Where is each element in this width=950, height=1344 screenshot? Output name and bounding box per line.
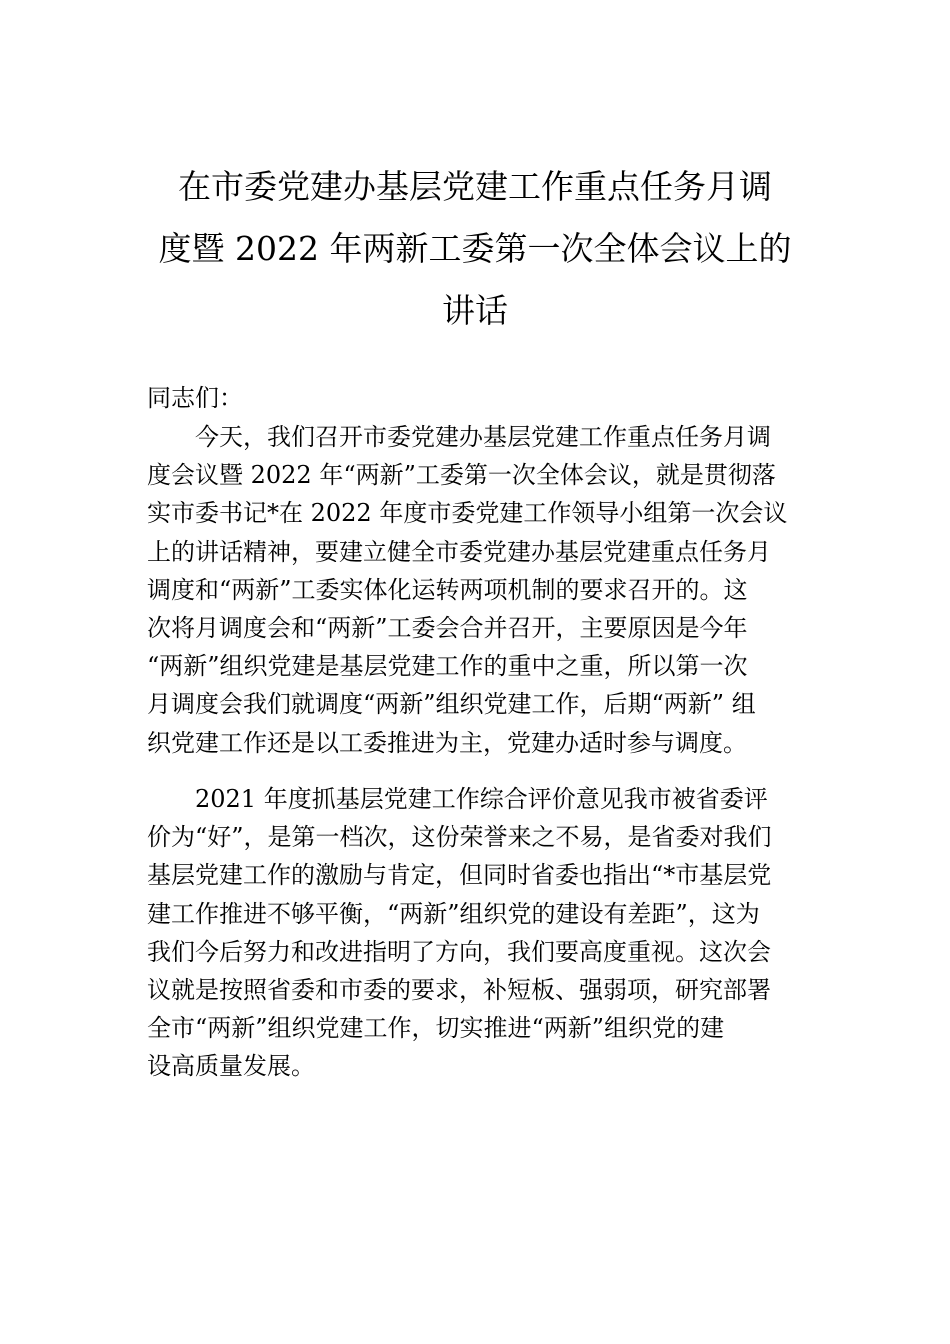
paragraph-line: 上的讲话精神，要建立健全市委党建办基层党建重点任务月 <box>147 537 771 566</box>
title-line: 讲话 <box>442 291 508 330</box>
paragraph-line: 织党建工作还是以工委推进为主，党建办适时参与调度。 <box>147 728 747 757</box>
paragraph-line: 2021 年度抓基层党建工作综合评价意见我市被省委评 <box>147 785 768 813</box>
paragraph-line: 建工作推进不够平衡，“两新”组织党的建设有差距”，这为 <box>147 899 760 928</box>
paragraph-line: 实市委书记*在 2022 年度市委党建工作领导小组第一次会议 <box>147 499 788 528</box>
paragraph-line: 价为“好”，是第一档次，这份荣誉来之不易，是省委对我们 <box>147 823 772 852</box>
paragraph-line: 次将月调度会和“两新”工委会合并召开，主要原因是今年 <box>147 614 748 643</box>
paragraph-line: 月调度会我们就调度“两新”组织党建工作，后期“两新” 组 <box>147 690 756 719</box>
paragraph-line: 议就是按照省委和市委的要求，补短板、强弱项，研究部署 <box>147 976 771 1005</box>
paragraph-line: 我们今后努力和改进指明了方向，我们要高度重视。这次会 <box>147 937 771 966</box>
paragraph-line: “两新”组织党建是基层党建工作的重中之重，所以第一次 <box>147 652 748 681</box>
paragraph-line: 全市“两新”组织党建工作，切实推进“两新”组织党的建 <box>147 1014 725 1043</box>
paragraph-line: 设高质量发展。 <box>147 1052 315 1081</box>
title-line: 在市委党建办基层党建工作重点任务月调 <box>178 167 772 206</box>
salutation: 同志们： <box>147 384 243 412</box>
paragraph <box>147 780 817 1086</box>
paragraph-line: 今天，我们召开市委党建办基层党建工作重点任务月调 <box>147 423 771 451</box>
paragraph-line: 基层党建工作的激励与肯定，但同时省委也指出“*市基层党 <box>147 861 772 890</box>
document-title <box>140 156 810 342</box>
paragraph-line: 度会议暨 2022 年“两新”工委第一次全体会议，就是贯彻落 <box>147 461 776 490</box>
paragraph <box>147 418 817 762</box>
title-line: 度暨 2022 年两新工委第一次全体会议上的 <box>158 229 792 268</box>
paragraph-line: 调度和“两新”工委实体化运转两项机制的要求召开的。这 <box>147 575 748 604</box>
